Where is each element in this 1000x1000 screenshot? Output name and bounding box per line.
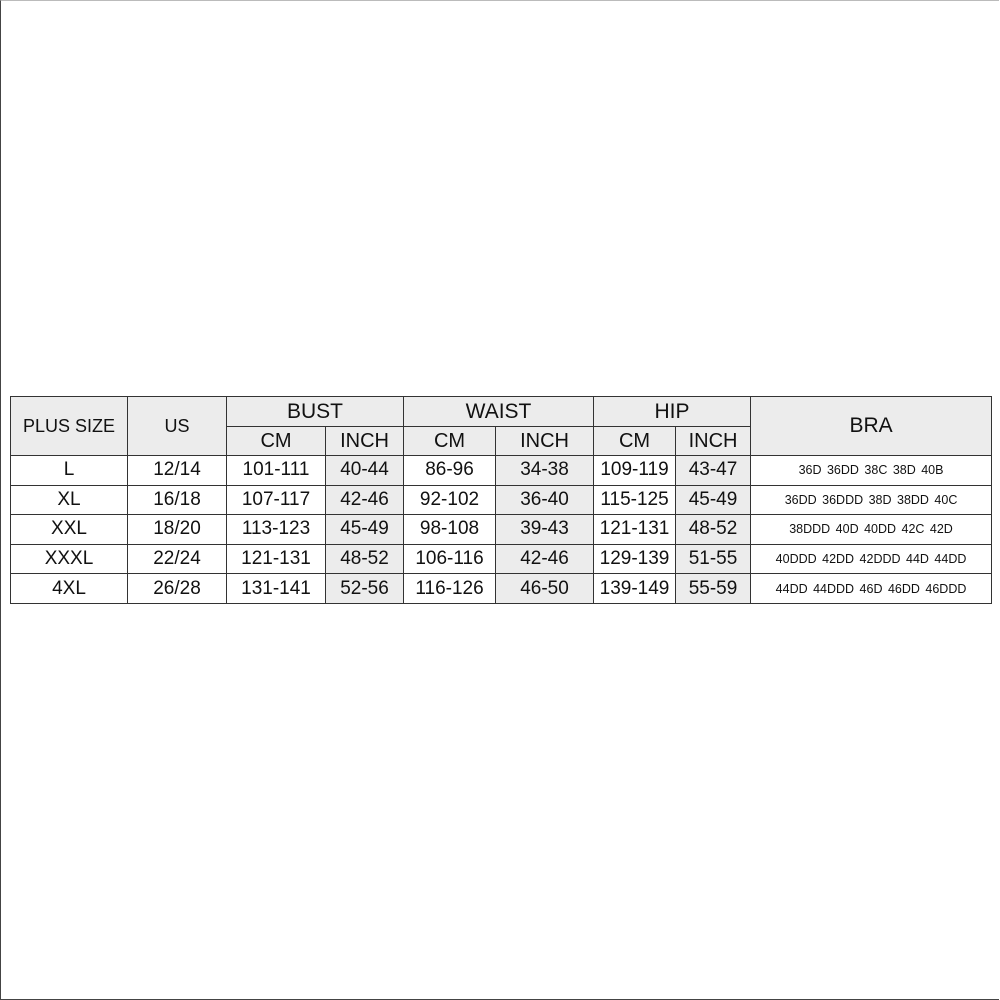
hip-cm-cell: 139-149 (594, 574, 676, 604)
bra-cell: 44DD 44DDD 46D 46DD 46DDD (751, 574, 992, 604)
hip-inch-cell: 55-59 (676, 574, 751, 604)
header-row-top (11, 397, 992, 427)
waist-inch-cell: 34-38 (496, 456, 594, 486)
bust-cm-cell: 121-131 (227, 544, 326, 574)
size-cell: XXL (11, 515, 128, 545)
bust-inch-cell: 52-56 (326, 574, 404, 604)
hip-cm-cell: 121-131 (594, 515, 676, 545)
us-cell: 16/18 (128, 485, 227, 515)
size-chart-table (10, 396, 992, 604)
bust-inch-cell: 42-46 (326, 485, 404, 515)
header-waist-inch: INCH (496, 427, 594, 456)
bust-cm-cell: 131-141 (227, 574, 326, 604)
us-cell: 12/14 (128, 456, 227, 486)
waist-inch-cell: 36-40 (496, 485, 594, 515)
table-row (11, 544, 992, 574)
header-bra: BRA (751, 397, 992, 456)
hip-cm-cell: 109-119 (594, 456, 676, 486)
hip-inch-cell: 51-55 (676, 544, 751, 574)
bust-cm-cell: 101-111 (227, 456, 326, 486)
size-cell: 4XL (11, 574, 128, 604)
header-hip-inch: INCH (676, 427, 751, 456)
hip-inch-cell: 45-49 (676, 485, 751, 515)
bra-cell: 40DDD 42DD 42DDD 44D 44DD (751, 544, 992, 574)
bust-cm-cell: 113-123 (227, 515, 326, 545)
header-hip-cm: CM (594, 427, 676, 456)
bra-cell: 38DDD 40D 40DD 42C 42D (751, 515, 992, 545)
waist-cm-cell: 116-126 (404, 574, 496, 604)
bust-cm-cell: 107-117 (227, 485, 326, 515)
hip-cm-cell: 129-139 (594, 544, 676, 574)
header-bust-cm: CM (227, 427, 326, 456)
header-waist-cm: CM (404, 427, 496, 456)
table-row (11, 515, 992, 545)
size-cell: L (11, 456, 128, 486)
bra-cell: 36DD 36DDD 38D 38DD 40C (751, 485, 992, 515)
us-cell: 18/20 (128, 515, 227, 545)
header-waist: WAIST (404, 397, 594, 427)
us-cell: 26/28 (128, 574, 227, 604)
size-cell: XL (11, 485, 128, 515)
header-bust: BUST (227, 397, 404, 427)
waist-inch-cell: 46-50 (496, 574, 594, 604)
hip-cm-cell: 115-125 (594, 485, 676, 515)
bust-inch-cell: 40-44 (326, 456, 404, 486)
header-plus-size: PLUS SIZE (11, 397, 128, 456)
waist-cm-cell: 92-102 (404, 485, 496, 515)
waist-cm-cell: 106-116 (404, 544, 496, 574)
hip-inch-cell: 48-52 (676, 515, 751, 545)
bust-inch-cell: 48-52 (326, 544, 404, 574)
us-cell: 22/24 (128, 544, 227, 574)
waist-cm-cell: 98-108 (404, 515, 496, 545)
bra-cell: 36D 36DD 38C 38D 40B (751, 456, 992, 486)
table-row (11, 456, 992, 486)
table-row (11, 574, 992, 604)
header-bust-inch: INCH (326, 427, 404, 456)
header-us: US (128, 397, 227, 456)
header-hip: HIP (594, 397, 751, 427)
bust-inch-cell: 45-49 (326, 515, 404, 545)
waist-cm-cell: 86-96 (404, 456, 496, 486)
size-cell: XXXL (11, 544, 128, 574)
table-row (11, 485, 992, 515)
waist-inch-cell: 42-46 (496, 544, 594, 574)
hip-inch-cell: 43-47 (676, 456, 751, 486)
waist-inch-cell: 39-43 (496, 515, 594, 545)
